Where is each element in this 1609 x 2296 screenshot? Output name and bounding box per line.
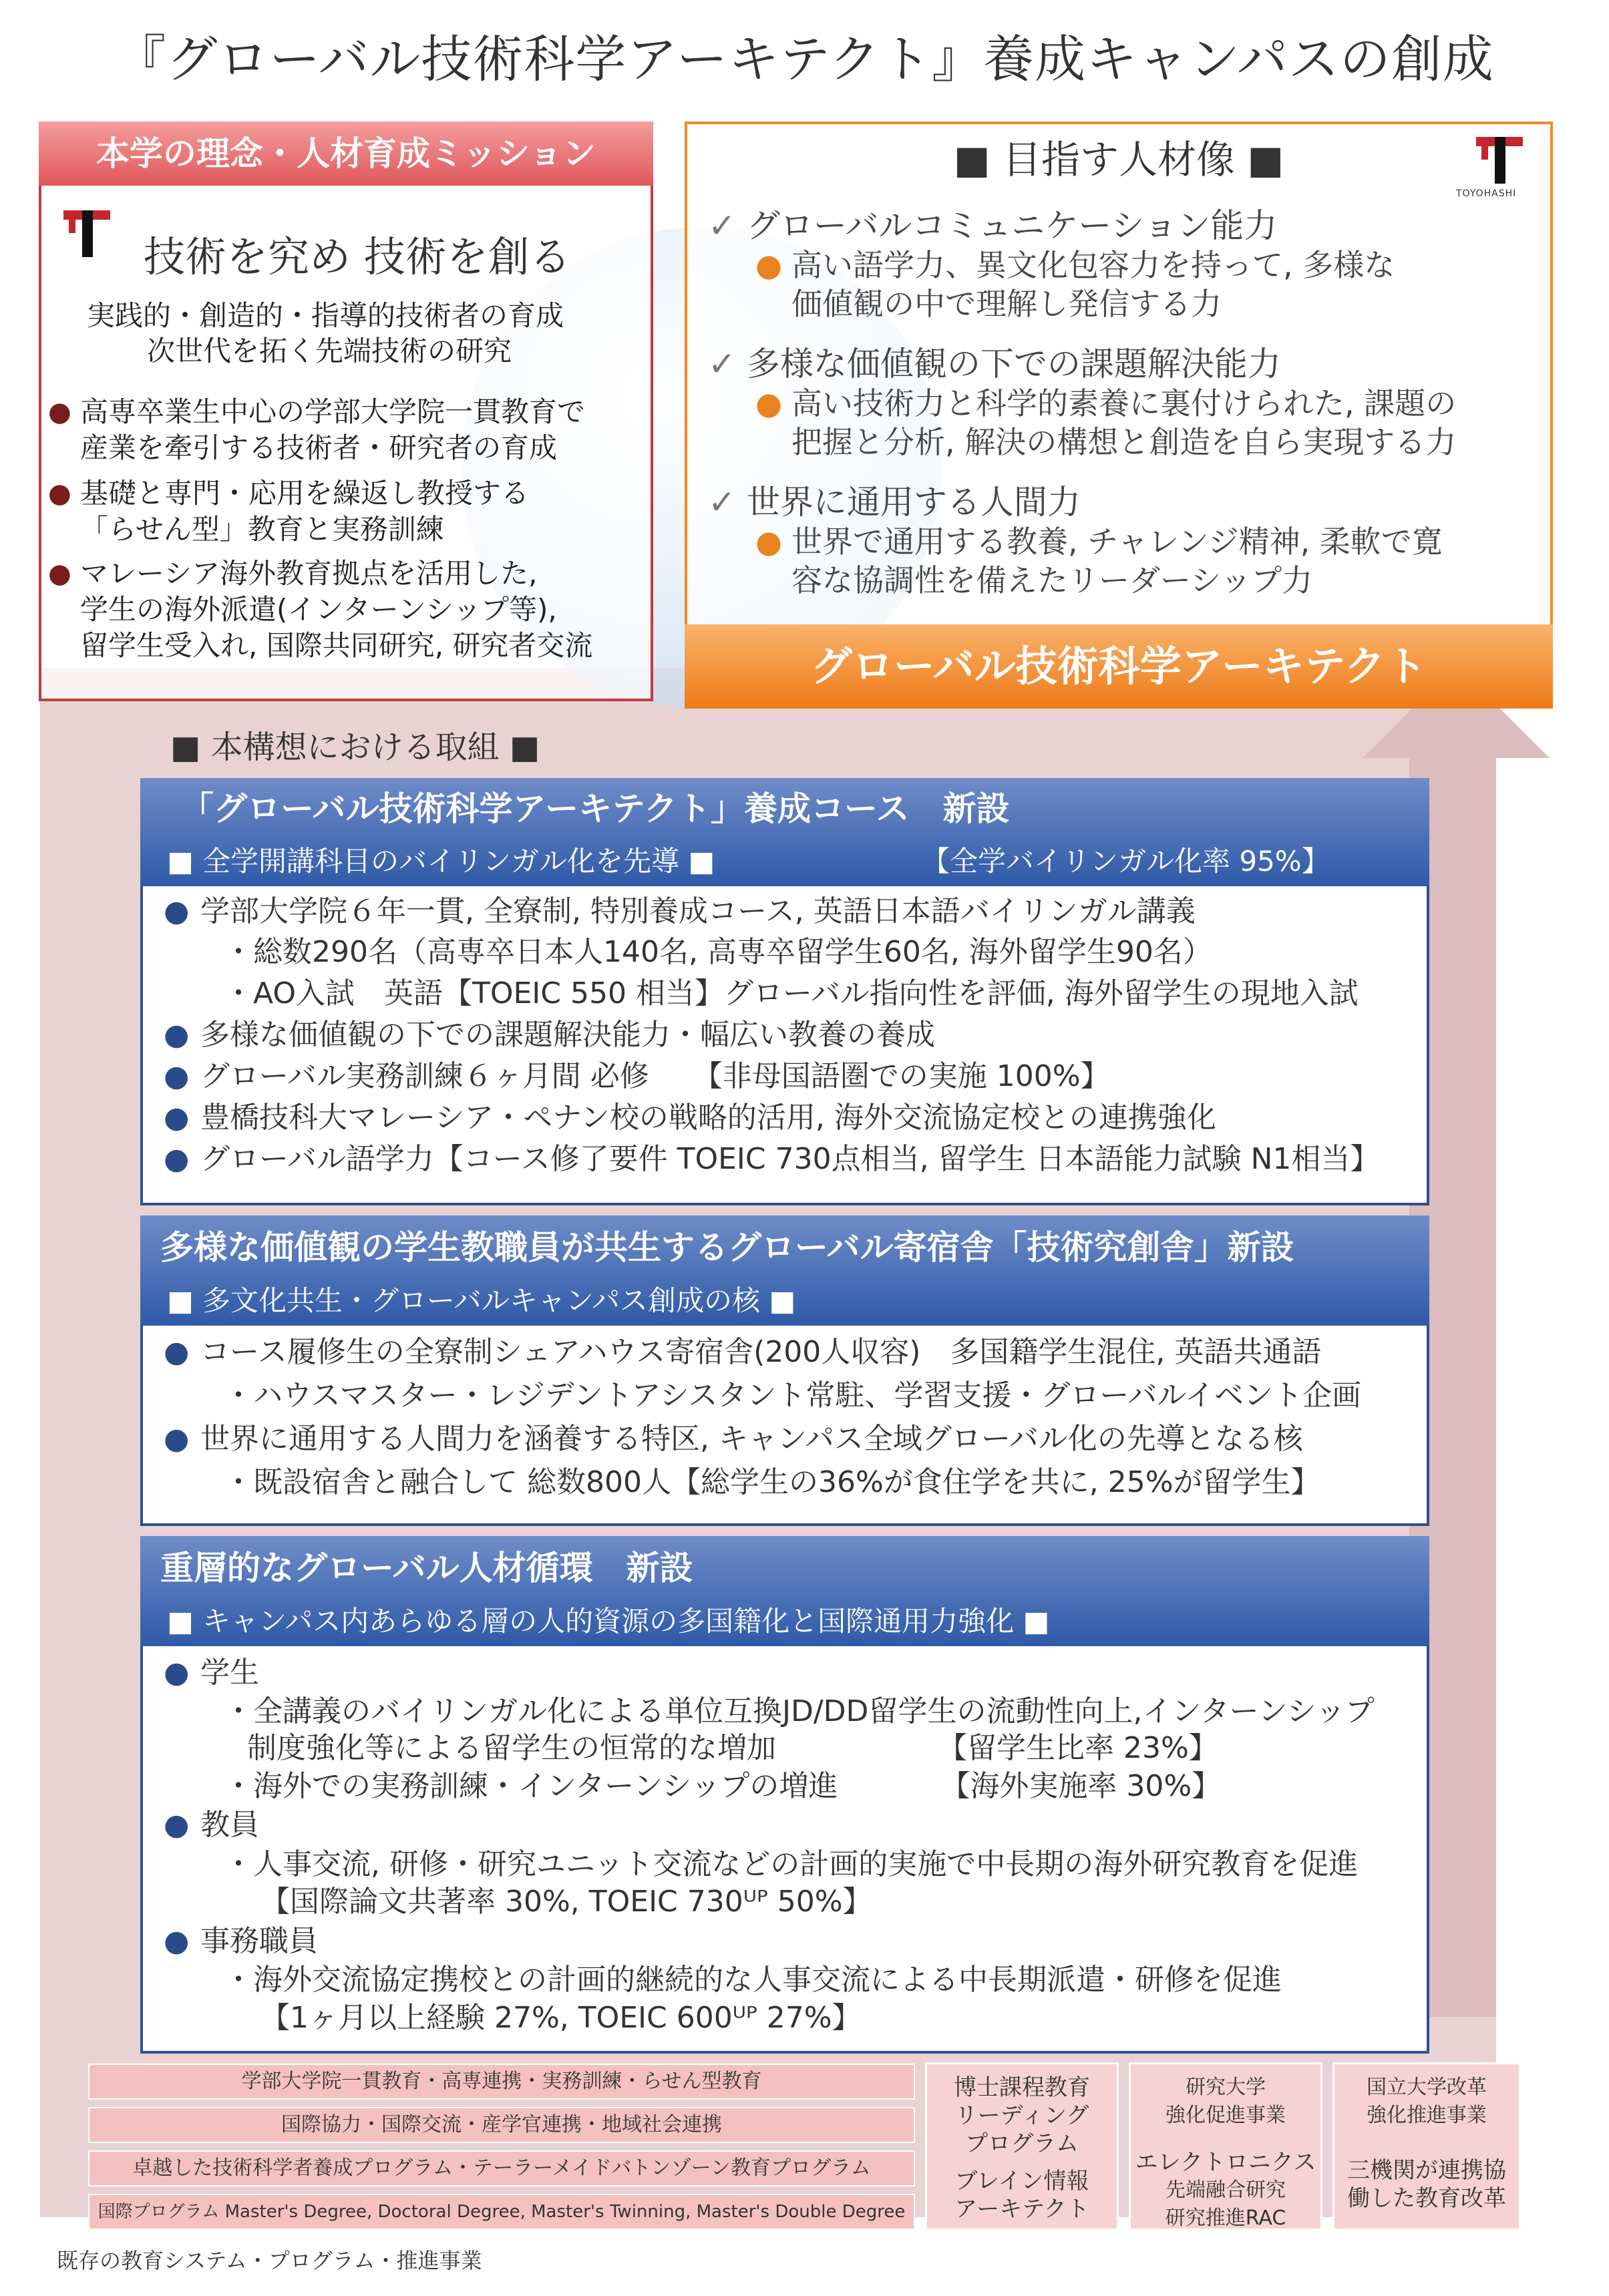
bullet-dot-icon: ●: [755, 524, 783, 560]
section-subline-continued: 制度強化等による留学生の恒常的な増加 【留学生比率 23%】: [247, 1731, 1218, 1765]
section-subline: ・海外交流協定携校との計画的継続的な人事交流による中長期派遣・研修を促進: [224, 1963, 1282, 1997]
section-subtitle: ■ キャンパス内あらゆる層の人的資源の多国籍化と国際通用力強化 ■: [167, 1605, 1050, 1638]
section-bullet: ● 豊橋技科大マレーシア・ペナン校の戦略的活用, 海外交流協定校との連携強化: [200, 1098, 1216, 1138]
footer-note: 既存の教育システム・プログラム・推進事業: [57, 2248, 482, 2273]
section-subline-continued: 【1ヶ月以上経験 27%, TOEIC 600ᵁᴾ 27%】: [260, 2001, 862, 2035]
toyohashi-logo-text: TOYOHASHI: [1456, 188, 1517, 199]
course-section-header: [140, 1536, 1429, 1646]
mission-slogan: 技術を究め 技術を創る: [144, 232, 571, 281]
bullet-dot-icon: ●: [48, 558, 71, 589]
bullet-dot-icon: ●: [48, 397, 71, 427]
section-bullet: ● 事務職員: [200, 1921, 318, 1961]
target-detail: ● 高い語学力、異文化包容力を持って, 多様な 価値観の中で理解し発信する力: [755, 247, 1395, 322]
page-title: 『グローバル技術科学アーキテクト』養成キャンパスの創成: [115, 29, 1494, 89]
section-subtitle-right: 【全学バイリンガル化率 95%】: [922, 845, 1330, 878]
checkmark-icon: ✓: [708, 206, 736, 245]
target-check-item: ✓ 世界に通用する人間力: [708, 483, 1081, 522]
checkmark-icon: ✓: [708, 483, 736, 522]
section-subtitle: ■ 全学開講科目のバイリンガル化を先導 ■: [167, 845, 715, 878]
program-box: 研究大学 強化促進事業 エレクトロニクス 先端融合研究 研究推進RAC: [1129, 2062, 1322, 2231]
section-bullet: ● グローバル語学力【コース修了要件 TOEIC 730点相当, 留学生 日本語能力試験 N1相当】: [200, 1139, 1379, 1179]
section-bullet: ● 多様な価値観の下での課題解決能力・幅広い教養の養成: [200, 1015, 935, 1055]
bullet-dot-icon: ●: [164, 1422, 190, 1456]
bullet-dot-icon: ●: [164, 1335, 190, 1369]
program-box: 国立大学改革 強化推進事業 三機関が連携協 働した教育改革: [1332, 2062, 1521, 2231]
section-subline: ・海外での実務訓練・インターンシップの増進 【海外実施率 30%】: [224, 1769, 1222, 1803]
checkmark-icon: ✓: [708, 345, 736, 383]
bullet-dot-icon: ●: [164, 1059, 190, 1093]
mission-subtitle-1: 実践的・創造的・指導的技術者の育成: [87, 299, 564, 332]
target-detail: ● 世界で通用する教養, チャレンジ精神, 柔軟で寛 容な協調性を備えたリーダーシップ力: [755, 524, 1443, 598]
bullet-dot-icon: ●: [164, 1018, 190, 1052]
mission-bullet: ● マレーシア海外教育拠点を活用した, 学生の海外派遣(インターンシップ等), 留学生受入れ, 国際共同研究, 研究者交流: [48, 557, 593, 662]
bullet-dot-icon: ●: [48, 478, 71, 509]
section-subline: ・既設宿舎と融合して 総数800人【総学生の36%が食住学を共に, 25%が留学生】: [224, 1465, 1320, 1499]
section-subline: ・総数290名（高専卒日本人140名, 高専卒留学生60名, 海外留学生90名）: [224, 935, 1212, 969]
bullet-dot-icon: ●: [164, 894, 190, 928]
target-detail: ● 高い技術力と科学的素養に裏付けられた, 課題の 把握と分析, 解決の構想と創造を自ら実現する力: [755, 385, 1457, 460]
section-bullet: ● コース履修生の全寮制シェアハウス寄宿舎(200人収容) 多国籍学生混住, 英語共通語: [200, 1332, 1321, 1372]
section-subtitle: ■ 多文化共生・グローバルキャンパス創成の核 ■: [167, 1284, 796, 1317]
existing-program-bar: 国際プログラム Master's Degree, Doctoral Degree, Master's Twinning, Master's Double Degree: [88, 2194, 915, 2230]
section-subline: ・AO入試 英語【TOEIC 550 相当】グローバル指向性を評価, 海外留学生の現地入試: [224, 976, 1359, 1010]
mission-header: 本学の理念・人材育成ミッション: [39, 122, 653, 186]
bullet-dot-icon: ●: [755, 247, 783, 283]
section-bullet: ● グローバル実務訓練６ヶ月間 必修 【非母国語圏での実施 100%】: [200, 1057, 1110, 1097]
bullet-dot-icon: ●: [164, 1656, 190, 1690]
mission-bullet: ● 基礎と専門・応用を繰返し教授する 「らせん型」教育と実務訓練: [48, 477, 530, 546]
mission-subtitle-2: 次世代を拓く先端技術の研究: [147, 335, 512, 367]
bullet-dot-icon: ●: [164, 1924, 190, 1958]
course-section-header: [140, 1215, 1429, 1326]
section-subline: ・人事交流, 研修・研究ユニット交流などの計画的実施で中長期の海外研究教育を促進: [224, 1847, 1359, 1881]
section-subline-continued: 【国際論文共著率 30%, TOEIC 730ᵁᴾ 50%】: [260, 1885, 872, 1919]
target-check-item: ✓ 多様な価値観の下での課題解決能力: [708, 345, 1281, 383]
section-subline: ・ハウスマスター・レジデントアシスタント常駐、学習支援・グローバルイベント企画: [224, 1378, 1362, 1412]
university-logo-icon: [63, 210, 110, 266]
target-check-item: ✓ グローバルコミュニケーション能力: [708, 206, 1278, 245]
target-banner: グローバル技術科学アーキテクト: [685, 624, 1553, 709]
bullet-dot-icon: ●: [164, 1142, 190, 1176]
existing-program-bar: 国際協力・国際交流・産学官連携・地域社会連携: [88, 2107, 915, 2143]
bullet-dot-icon: ●: [164, 1101, 190, 1135]
section-title: 「グローバル技術科学アーキテクト」養成コース 新設: [180, 789, 1010, 828]
bullet-dot-icon: ●: [164, 1808, 190, 1842]
section-bullet: ● 学生: [200, 1653, 259, 1693]
program-box: 博士課程教育 リーディング プログラム ブレイン情報 アーキテクト: [925, 2062, 1119, 2231]
initiatives-header: ■ 本構想における取組 ■: [170, 729, 540, 766]
target-talent-header: ■ 目指す人材像 ■: [953, 137, 1284, 182]
section-title: 多様な価値観の学生教職員が共生するグローバル寄宿舎「技術究創舎」新設: [160, 1228, 1294, 1267]
section-bullet: ● 学部大学院６年一貫, 全寮制, 特別養成コース, 英語日本語バイリンガル講義: [200, 892, 1196, 932]
existing-program-bar: 学部大学院一貫教育・高専連携・実務訓練・らせん型教育: [88, 2064, 915, 2100]
section-subline: ・全講義のバイリンガル化による単位互換JD/DD留学生の流動性向上,インターンシップ: [224, 1694, 1375, 1728]
section-bullet: ● 世界に通用する人間力を涵養する特区, キャンパス全域グローバル化の先導となる核: [200, 1419, 1303, 1459]
existing-program-bar: 卓越した技術科学者養成プログラム・テーラーメイドバトンゾーン教育プログラム: [88, 2150, 915, 2186]
section-title: 重層的なグローバル人材循環 新設: [160, 1549, 693, 1587]
course-section-header: [140, 778, 1429, 886]
section-bullet: ● 教員: [200, 1805, 259, 1845]
bullet-dot-icon: ●: [755, 385, 783, 421]
mission-bullet: ● 高専卒業生中心の学部大学院一貫教育で 産業を牽引する技術者・研究者の育成: [48, 395, 586, 464]
